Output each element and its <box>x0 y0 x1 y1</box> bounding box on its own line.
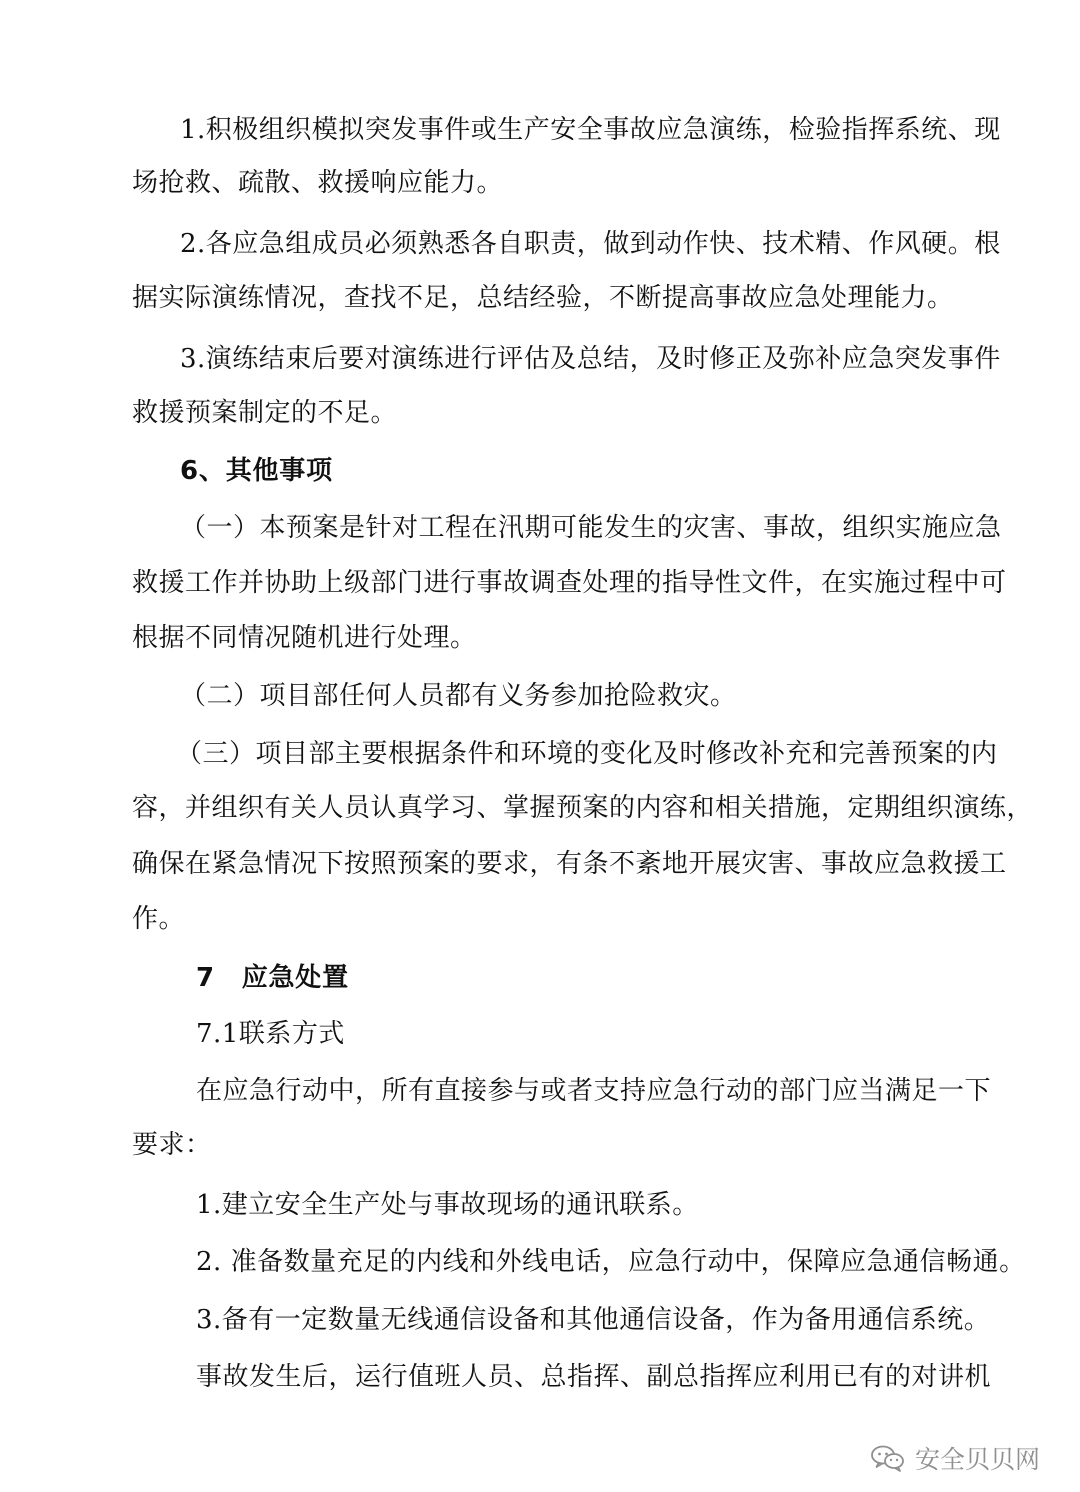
wechat-icon <box>869 1443 907 1473</box>
paragraph-line: （三）项目部主要根据条件和环境的变化及时修改补充和完善预案的内 <box>176 739 998 769</box>
paragraph-line: 根据不同情况随机进行处理。 <box>132 623 477 653</box>
paragraph-line: 3.演练结束后要对演练进行评估及总结，及时修正及弥补应急突发事件 <box>180 344 1001 374</box>
paragraph-line: 救援工作并协助上级部门进行事故调查处理的指导性文件，在实施过程中可 <box>132 568 1007 598</box>
paragraph-line: 2.各应急组成员必须熟悉各自职责，做到动作快、技术精、作风硬。根 <box>180 229 1001 259</box>
paragraph-line: 容，并组织有关人员认真学习、掌握预案的内容和相关措施，定期组织演练， <box>132 793 1034 823</box>
watermark-text: 安全贝贝网 <box>914 1445 1040 1474</box>
paragraph-line: 场抢救、疏散、救援响应能力。 <box>132 168 504 198</box>
paragraph-line: 作。 <box>132 904 186 934</box>
paragraph-line: （一）本预案是针对工程在汛期可能发生的灾害、事故，组织实施应急 <box>180 513 1002 543</box>
paragraph-line: （二）项目部任何人员都有义务参加抢险救灾。 <box>180 681 737 711</box>
subsection-heading: 7.1联系方式 <box>196 1019 345 1049</box>
paragraph-line: 3.备有一定数量无线通信设备和其他通信设备，作为备用通信系统。 <box>196 1305 991 1335</box>
paragraph-line: 确保在紧急情况下按照预案的要求，有条不紊地开展灾害、事故应急救援工 <box>132 849 1007 879</box>
paragraph-line: 1.建立安全生产处与事故现场的通讯联系。 <box>196 1190 699 1220</box>
paragraph-line: 救援预案制定的不足。 <box>132 398 398 428</box>
section-heading: 6、其他事项 <box>180 456 333 486</box>
section-heading: 7 应急处置 <box>196 963 349 993</box>
paragraph-line: 2. 准备数量充足的内线和外线电话，应急行动中，保障应急通信畅通。 <box>196 1247 1026 1277</box>
wechat-watermark <box>869 1438 1040 1478</box>
paragraph-line: 要求： <box>132 1130 212 1160</box>
paragraph-line: 据实际演练情况，查找不足，总结经验，不断提高事故应急处理能力。 <box>132 283 954 313</box>
paragraph-line: 在应急行动中，所有直接参与或者支持应急行动的部门应当满足一下 <box>196 1076 992 1106</box>
paragraph-line: 事故发生后，运行值班人员、总指挥、副总指挥应利用已有的对讲机 <box>196 1362 992 1392</box>
paragraph-line: 1.积极组织模拟突发事件或生产安全事故应急演练，检验指挥系统、现 <box>180 115 1001 145</box>
